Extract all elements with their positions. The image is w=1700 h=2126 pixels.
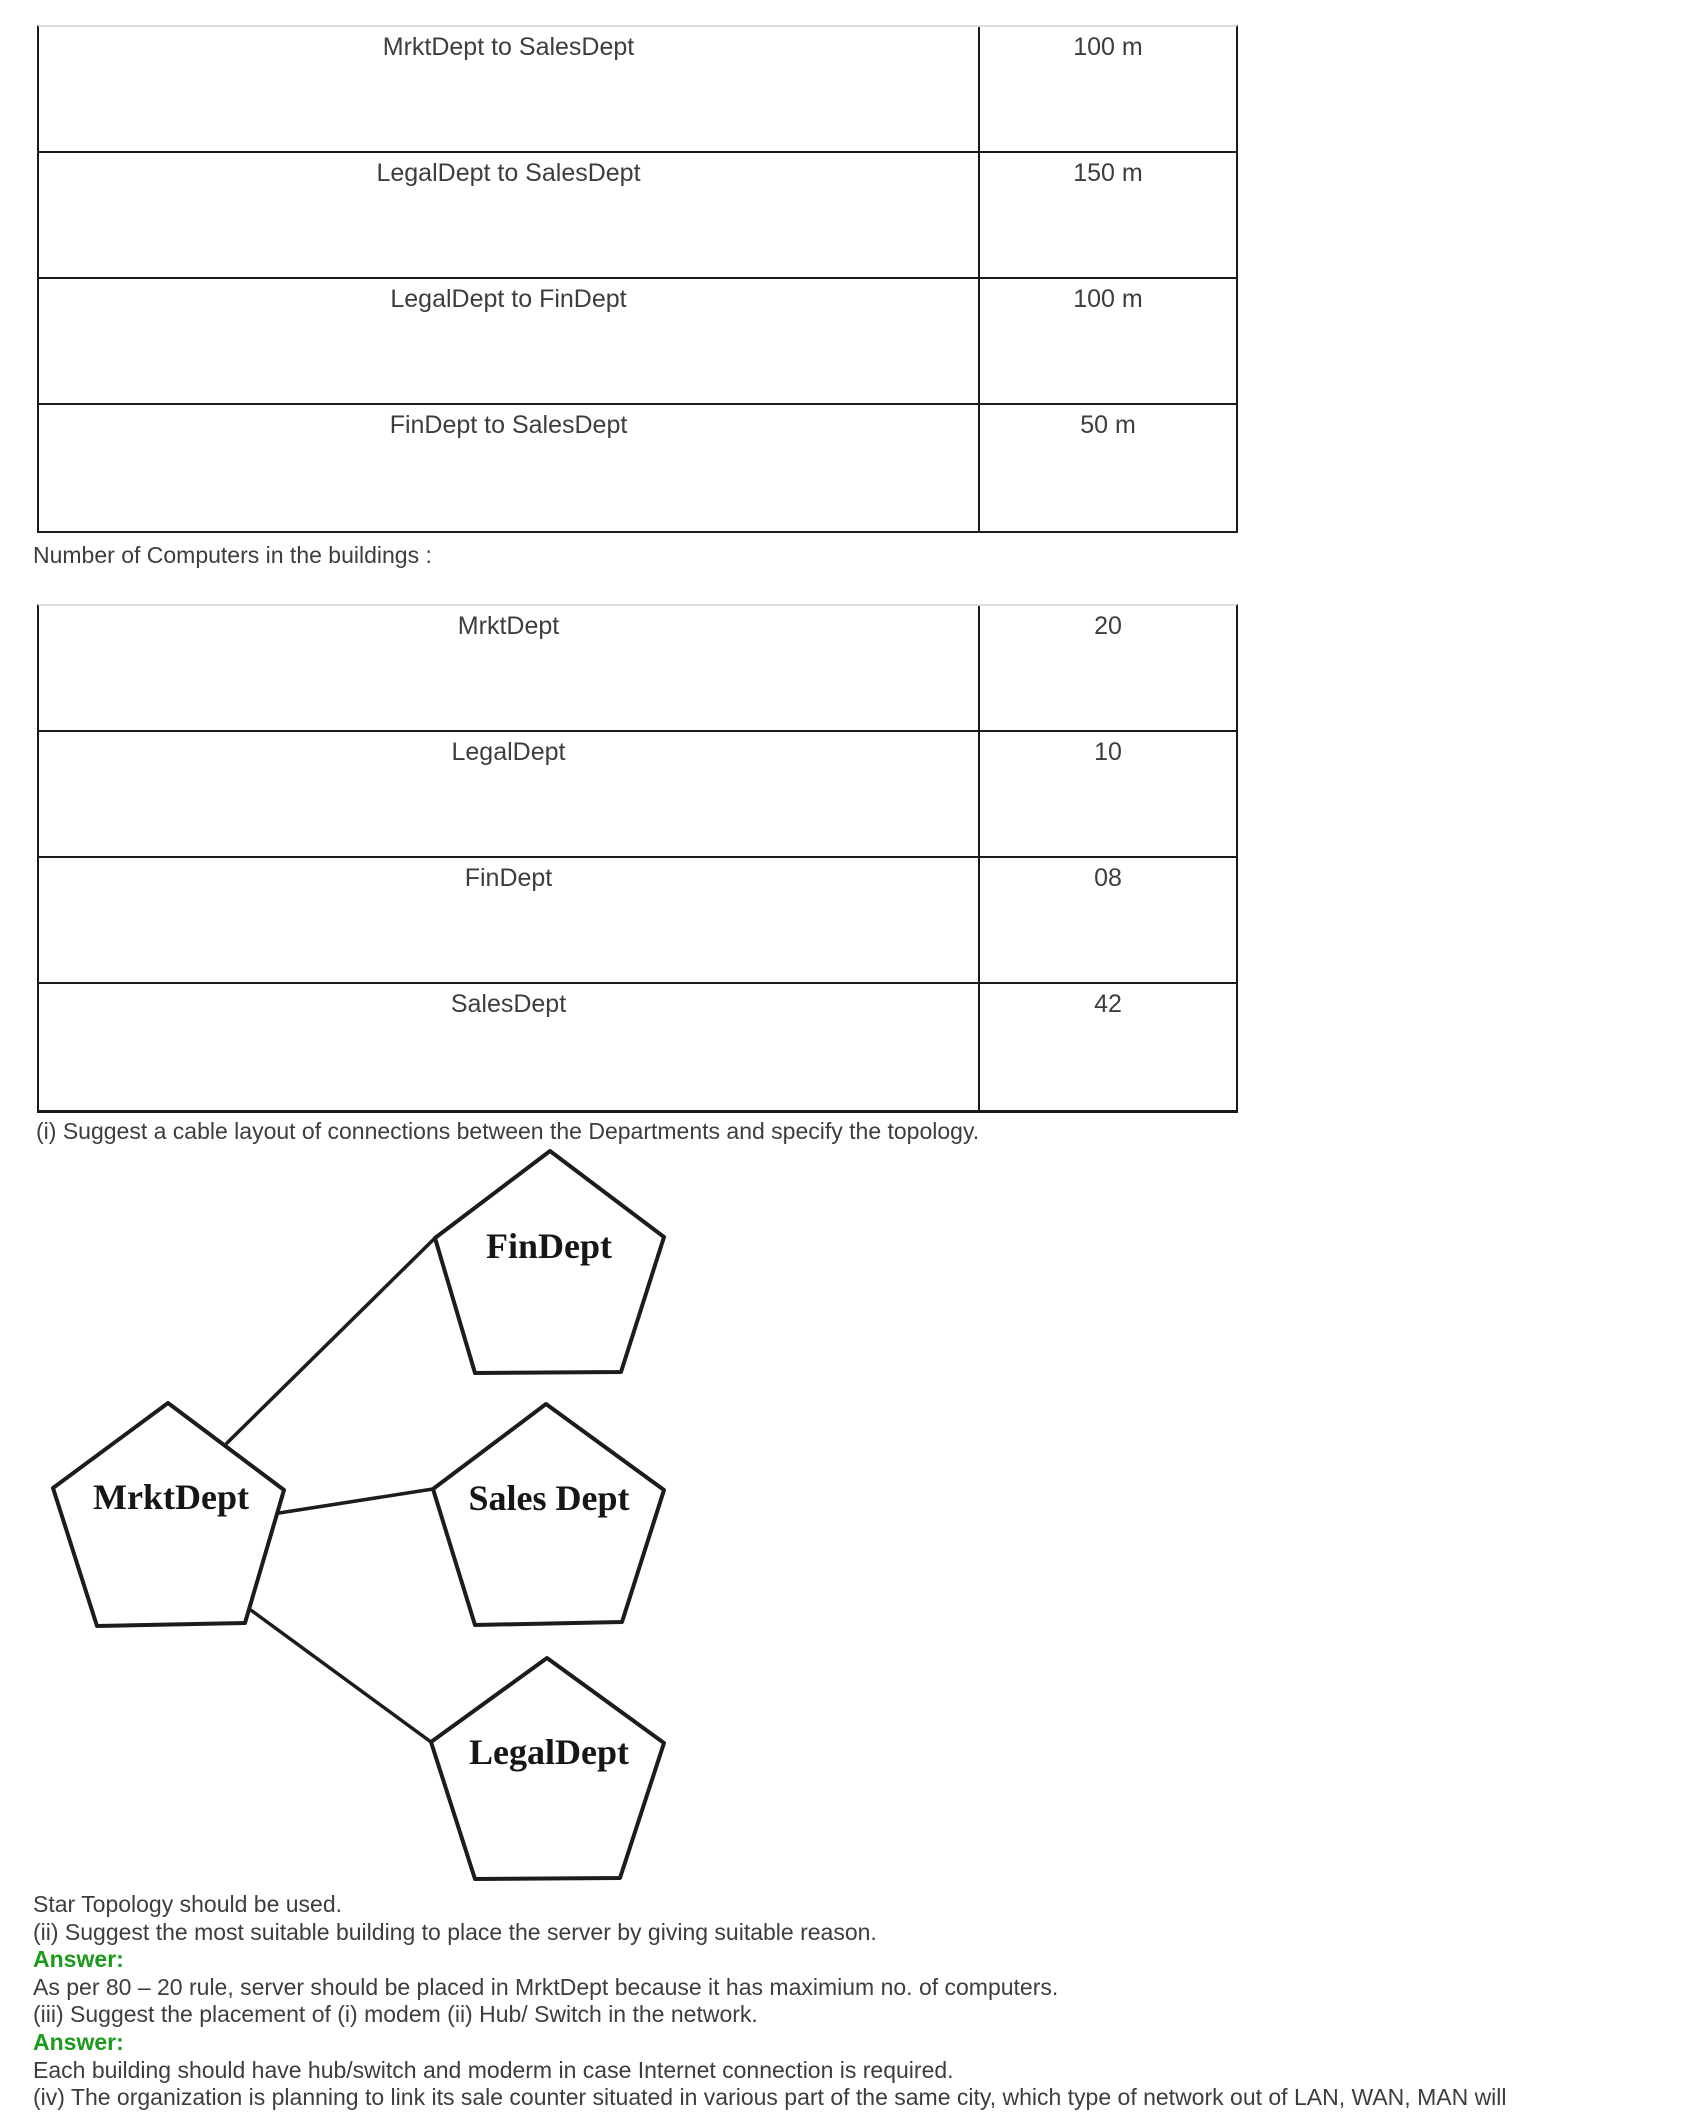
table-row — [39, 279, 1236, 405]
table-cell-label: LegalDept to SalesDept — [39, 153, 980, 277]
legaldept-building-label: LegalDept — [469, 1732, 629, 1772]
table-row — [39, 153, 1236, 279]
cable-mrktdept-legaldept — [248, 1608, 431, 1742]
answer-line: Each building should have hub/switch and moderm in case Internet connection is required. — [33, 2056, 954, 2083]
table-cell-value: 100 m — [1073, 33, 1143, 61]
question-iii: (iii) Suggest the placement of (i) modem (ii) Hub/ Switch in the network. — [33, 2001, 758, 2028]
table-row — [39, 606, 1236, 732]
table-row — [39, 984, 1236, 1110]
computers-table — [37, 604, 1238, 1113]
table-cell-label: FinDept — [39, 858, 980, 982]
question-ii: (ii) Suggest the most suitable building to place the server by giving suitable reason. — [33, 1918, 877, 1945]
topology-diagram — [0, 1140, 740, 1910]
computers-heading: Number of Computers in the buildings : — [33, 542, 432, 568]
answer-label: Answer: — [33, 1946, 124, 1973]
table-cell-label: SalesDept — [39, 984, 980, 1110]
findept-building-label: FinDept — [486, 1226, 612, 1266]
table-row — [39, 27, 1236, 153]
table-cell-value: 10 — [1094, 738, 1122, 766]
table-cell-label: LegalDept to FinDept — [39, 279, 980, 403]
answer-line: As per 80 – 20 rule, server should be placed in MrktDept because it has maximium no. of computers. — [33, 1973, 1059, 2000]
table-cell-value: 150 m — [1073, 159, 1143, 187]
mrktdept-building-label: MrktDept — [93, 1477, 249, 1517]
table-cell-value: 50 m — [1080, 411, 1136, 439]
answer-label: Answer: — [33, 2028, 124, 2055]
cable-mrktdept-findept — [227, 1238, 435, 1443]
answers-block — [33, 1891, 1698, 2112]
table-cell-value: 20 — [1094, 612, 1122, 640]
table-row — [39, 405, 1236, 531]
cable-mrktdept-salesdept — [279, 1489, 433, 1513]
distance-table — [37, 25, 1238, 533]
table-cell-value: 100 m — [1073, 285, 1143, 313]
table-cell-label: MrktDept to SalesDept — [39, 27, 980, 151]
table-cell-label: MrktDept — [39, 606, 980, 730]
table-cell-label: LegalDept — [39, 732, 980, 856]
table-row — [39, 732, 1236, 858]
table-cell-value: 08 — [1094, 864, 1122, 892]
answer-line: Star Topology should be used. — [33, 1891, 343, 1917]
salesdept-building-label: Sales Dept — [468, 1478, 630, 1518]
table-cell-label: FinDept to SalesDept — [39, 405, 980, 531]
table-row — [39, 858, 1236, 984]
question-iv: (iv) The organization is planning to link its sale counter situated in various part of the same city, which type of network out of LAN, WAN, MAN will — [33, 2084, 1507, 2111]
question-i: (i) Suggest a cable layout of connections between the Departments and specify the topology. — [36, 1118, 980, 1144]
table-cell-value: 42 — [1094, 990, 1122, 1018]
